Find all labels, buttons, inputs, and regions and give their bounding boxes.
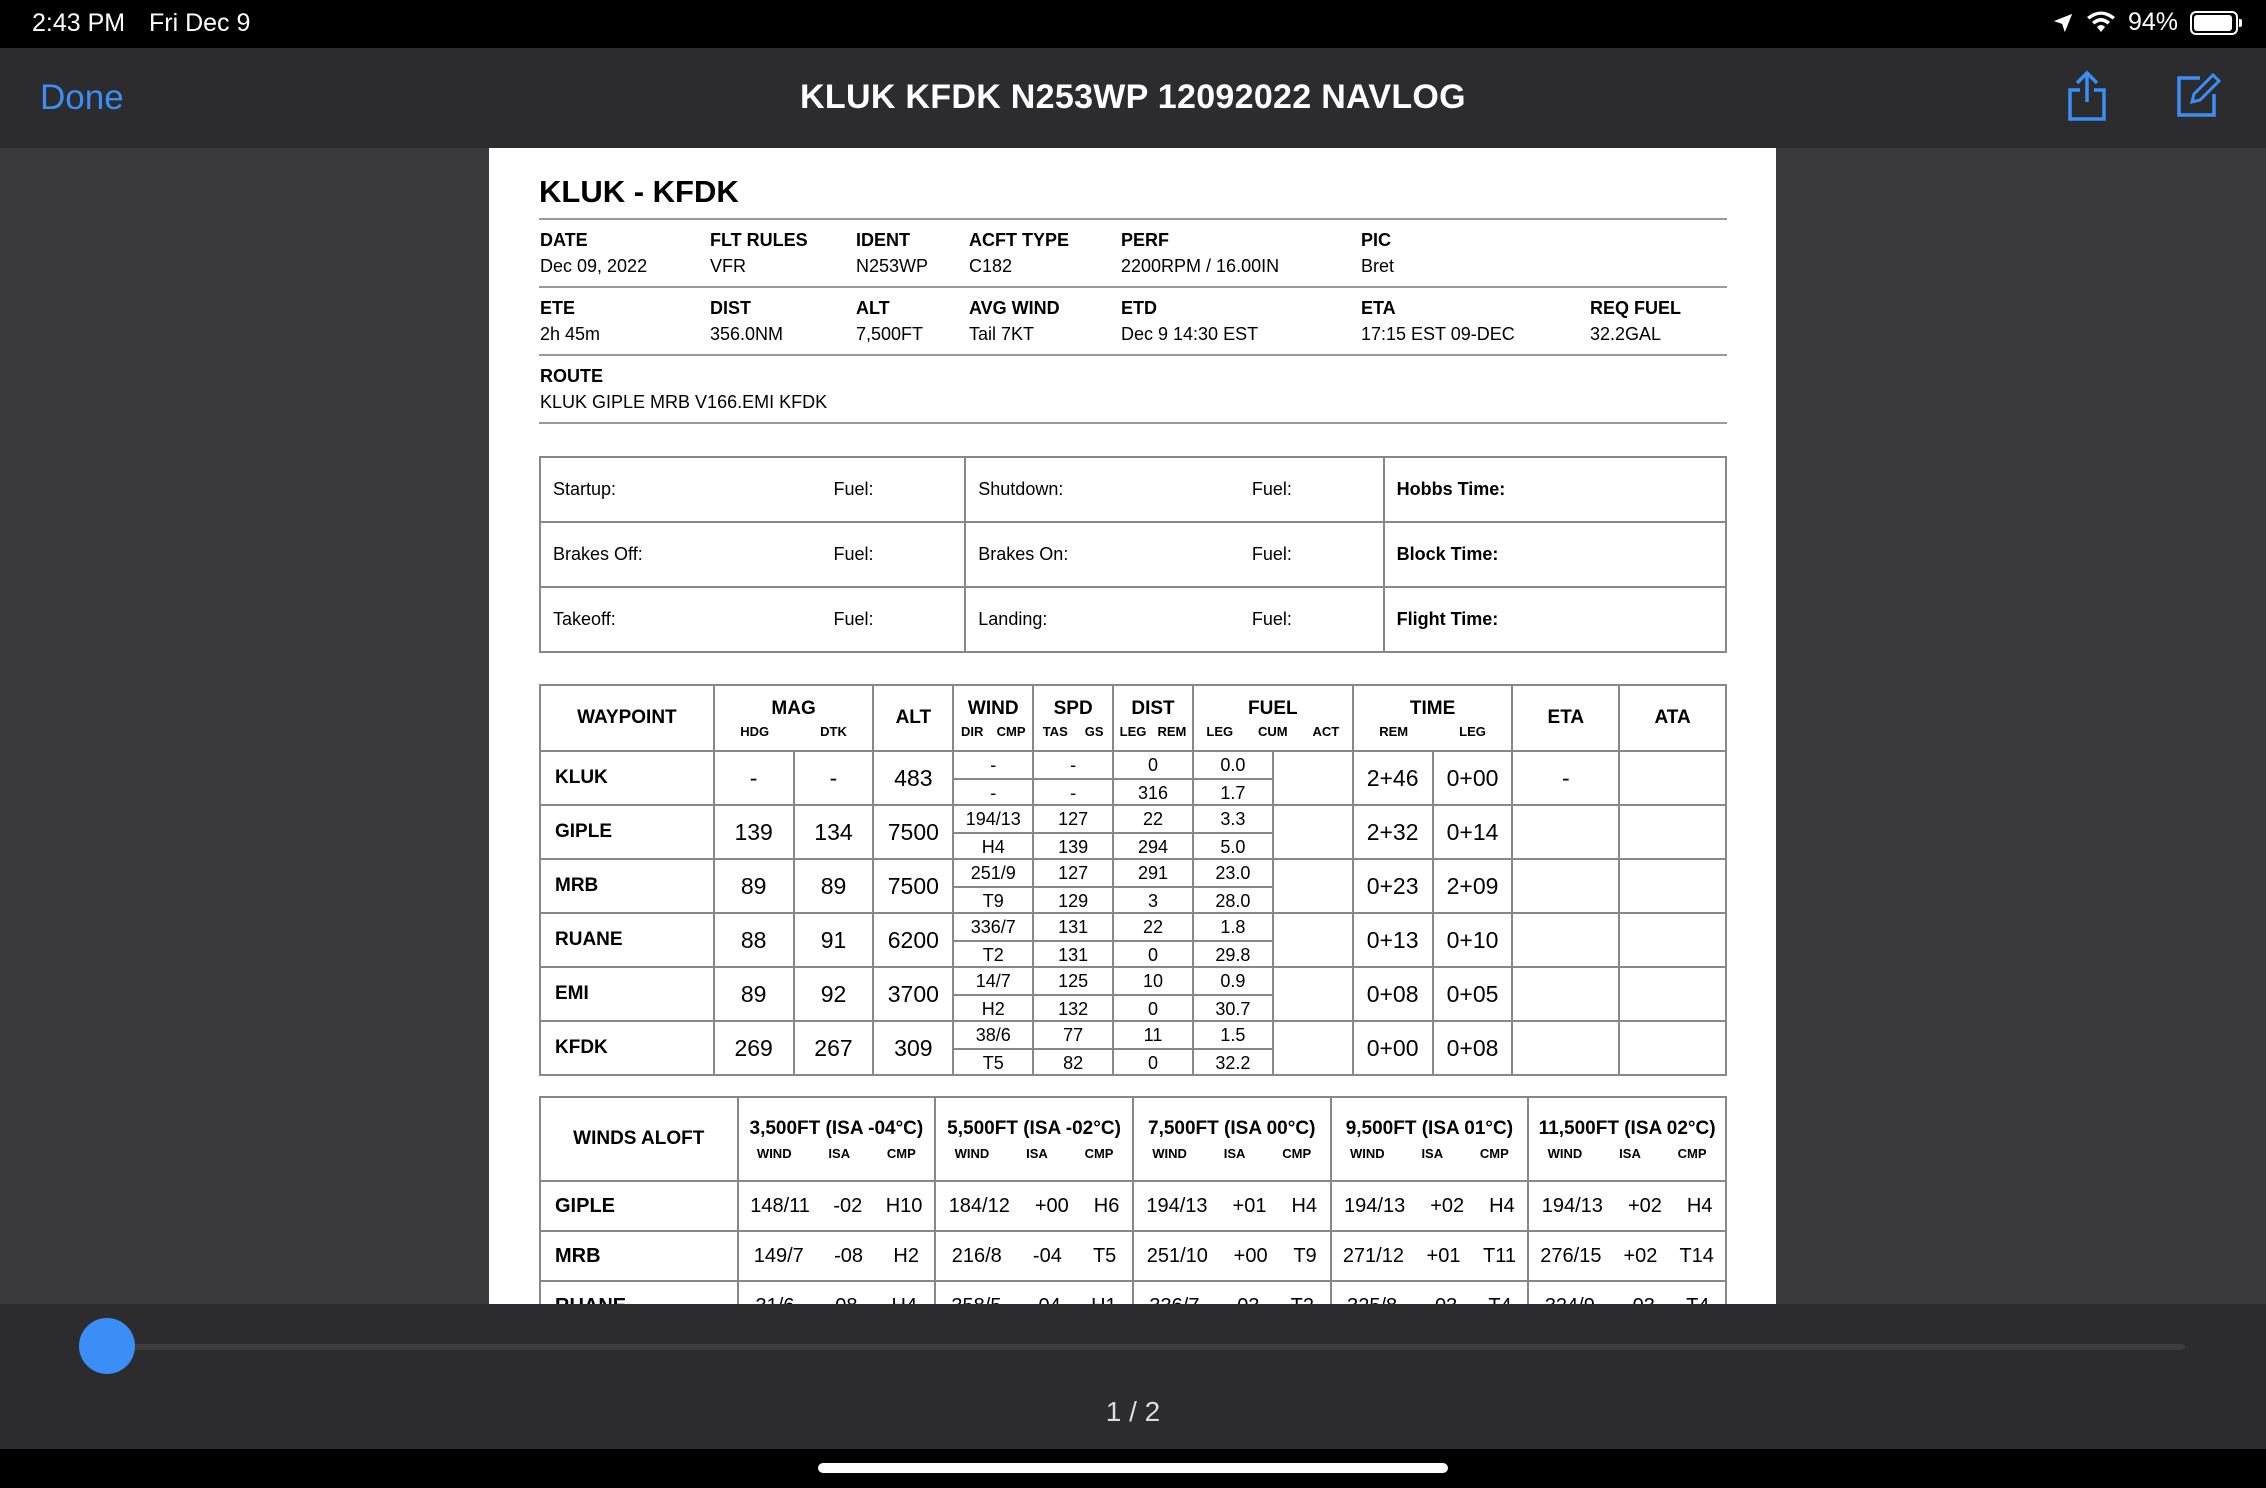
time-leg: 0+05	[1433, 967, 1513, 1021]
hobbs-time-label[interactable]: Hobbs Time:	[1384, 457, 1726, 522]
mag-dtk: 267	[794, 1021, 874, 1075]
winds-level: 9,500FT (ISA 01°C) WIND ISA CMP	[1331, 1097, 1529, 1181]
header-dist: DIST LEG REM	[1113, 685, 1193, 751]
pdf-viewer[interactable]	[0, 148, 2266, 1304]
header-spd: SPD TAS GS	[1033, 685, 1113, 751]
times-row-startup	[540, 457, 1726, 522]
eta-cell[interactable]	[1512, 967, 1619, 1021]
winds-level: 11,500FT (ISA 02°C) WIND ISA CMP	[1528, 1097, 1726, 1181]
home-indicator-area	[0, 1449, 2266, 1488]
winds-level: 7,500FT (ISA 00°C) WIND ISA CMP	[1133, 1097, 1331, 1181]
winds-cell: 194/13 +02 H4	[1331, 1181, 1529, 1231]
navlog-row	[540, 805, 1726, 859]
field-ete: ETE 2h 45m	[540, 298, 601, 344]
fuel-act-cell[interactable]	[1273, 805, 1353, 859]
ata-cell[interactable]	[1619, 751, 1726, 805]
fuel-act-cell[interactable]	[1273, 967, 1353, 1021]
fuel-cell: 1.8 29.8	[1193, 913, 1273, 967]
brakes-on-label[interactable]: Brakes On:	[965, 522, 1240, 587]
eta-cell[interactable]	[1512, 913, 1619, 967]
winds-aloft-table	[539, 1096, 1727, 1332]
dist-cell: 291 3	[1113, 859, 1193, 913]
speed-cell: - -	[1033, 751, 1113, 805]
field-route: ROUTE KLUK GIPLE MRB V166.EMI KFDK	[540, 366, 828, 412]
speed-cell: 127 139	[1033, 805, 1113, 859]
time-leg: 2+09	[1433, 859, 1513, 913]
field-dist: DIST 356.0NM	[710, 298, 784, 344]
mag-hdg: -	[714, 751, 794, 805]
field-req-fuel: REQ FUEL 32.2GAL	[1590, 298, 1682, 344]
winds-row	[540, 1181, 1726, 1231]
winds-aloft-label: WINDS ALOFT	[540, 1097, 738, 1181]
navlog-row	[540, 1021, 1726, 1075]
divider	[539, 422, 1727, 424]
mag-dtk: 134	[794, 805, 874, 859]
winds-level: 5,500FT (ISA -02°C) WIND ISA CMP	[935, 1097, 1133, 1181]
waypoint-name: KFDK	[540, 1021, 714, 1075]
flight-time-label[interactable]: Flight Time:	[1384, 587, 1726, 652]
mag-hdg: 89	[714, 967, 794, 1021]
eta-cell[interactable]: -	[1512, 751, 1619, 805]
winds-cell: 216/8 -04 T5	[935, 1231, 1133, 1281]
scrubber-track[interactable]	[105, 1344, 2185, 1350]
landing-fuel-label[interactable]: Fuel:	[1240, 587, 1384, 652]
time-rem: 0+23	[1353, 859, 1433, 913]
fuel-cell: 23.0 28.0	[1193, 859, 1273, 913]
altitude: 483	[873, 751, 953, 805]
mag-hdg: 88	[714, 913, 794, 967]
eta-cell[interactable]	[1512, 1021, 1619, 1075]
dist-cell: 22 0	[1113, 913, 1193, 967]
altitude: 309	[873, 1021, 953, 1075]
navlog-row	[540, 967, 1726, 1021]
dist-cell: 10 0	[1113, 967, 1193, 1021]
winds-cell: 276/15 +02 T14	[1528, 1231, 1726, 1281]
done-button[interactable]: Done	[40, 78, 124, 117]
brakes-on-fuel-label[interactable]: Fuel:	[1240, 522, 1384, 587]
dist-cell: 11 0	[1113, 1021, 1193, 1075]
fuel-act-cell[interactable]	[1273, 913, 1353, 967]
winds-cell: 251/10 +00 T9	[1133, 1231, 1331, 1281]
location-arrow-icon	[2052, 12, 2074, 34]
page-scrubber-bar	[0, 1304, 2266, 1449]
wind-cell: - -	[953, 751, 1033, 805]
dist-cell: 22 294	[1113, 805, 1193, 859]
wind-cell: 336/7 T2	[953, 913, 1033, 967]
block-time-label[interactable]: Block Time:	[1384, 522, 1726, 587]
compose-icon[interactable]	[2176, 72, 2220, 118]
header-time: TIME REM LEG	[1353, 685, 1513, 751]
divider	[539, 286, 1727, 288]
dist-cell: 0 316	[1113, 751, 1193, 805]
navlog-row	[540, 859, 1726, 913]
time-rem: 2+32	[1353, 805, 1433, 859]
waypoint-name: KLUK	[540, 751, 714, 805]
winds-row	[540, 1231, 1726, 1281]
navlog-table	[539, 684, 1727, 1076]
status-time: 2:43 PM	[32, 9, 126, 37]
winds-cell: 148/11 -02 H10	[738, 1181, 936, 1231]
header-wind: WIND DIR CMP	[953, 685, 1033, 751]
winds-level: 3,500FT (ISA -04°C) WIND ISA CMP	[738, 1097, 936, 1181]
ata-cell[interactable]	[1619, 805, 1726, 859]
pdf-page	[489, 148, 1776, 1348]
altitude: 6200	[873, 913, 953, 967]
winds-cell: 184/12 +00 H6	[935, 1181, 1133, 1231]
navlog-row	[540, 751, 1726, 805]
fuel-cell: 0.0 1.7	[1193, 751, 1273, 805]
times-row-takeoff	[540, 587, 1726, 652]
header-ata: ATA	[1619, 685, 1726, 751]
mag-hdg: 269	[714, 1021, 794, 1075]
mag-dtk: 91	[794, 913, 874, 967]
brakes-off-fuel-label[interactable]: Fuel:	[822, 522, 966, 587]
waypoint-name: RUANE	[540, 913, 714, 967]
fuel-cell: 0.9 30.7	[1193, 967, 1273, 1021]
share-icon[interactable]	[2066, 70, 2108, 122]
field-alt: ALT 7,500FT	[856, 298, 924, 344]
time-rem: 0+00	[1353, 1021, 1433, 1075]
speed-cell: 77 82	[1033, 1021, 1113, 1075]
mag-dtk: -	[794, 751, 874, 805]
shutdown-fuel-label[interactable]: Fuel:	[1240, 457, 1384, 522]
landing-label[interactable]: Landing:	[965, 587, 1240, 652]
time-leg: 0+08	[1433, 1021, 1513, 1075]
winds-waypoint: GIPLE	[540, 1181, 738, 1231]
startup-fuel-label[interactable]: Fuel:	[822, 457, 966, 522]
status-bar	[0, 0, 2266, 48]
field-avg-wind: AVG WIND Tail 7KT	[969, 298, 1060, 344]
times-log-table	[539, 456, 1727, 653]
wind-cell: 38/6 T5	[953, 1021, 1033, 1075]
status-date: Fri Dec 9	[149, 9, 251, 37]
navlog-row	[540, 913, 1726, 967]
field-perf: PERF 2200RPM / 16.00IN	[1121, 230, 1280, 276]
altitude: 7500	[873, 859, 953, 913]
home-indicator[interactable]	[818, 1463, 1448, 1473]
startup-label[interactable]: Startup:	[540, 457, 822, 522]
winds-cell: 194/13 +01 H4	[1133, 1181, 1331, 1231]
field-ident: IDENT N253WP	[856, 230, 929, 276]
ata-cell[interactable]	[1619, 859, 1726, 913]
navigation-bar	[0, 48, 2266, 148]
scrubber-thumb[interactable]	[79, 1318, 135, 1374]
header-mag: MAG HDG DTK	[714, 685, 874, 751]
winds-cell: 271/12 +01 T11	[1331, 1231, 1529, 1281]
status-indicators	[2052, 8, 2238, 37]
fuel-act-cell[interactable]	[1273, 751, 1353, 805]
eta-cell[interactable]	[1512, 859, 1619, 913]
field-date: DATE Dec 09, 2022	[540, 230, 648, 276]
divider	[539, 218, 1727, 220]
time-rem: 0+13	[1353, 913, 1433, 967]
time-rem: 0+08	[1353, 967, 1433, 1021]
mag-hdg: 89	[714, 859, 794, 913]
fuel-act-cell[interactable]	[1273, 1021, 1353, 1075]
ata-cell[interactable]	[1619, 913, 1726, 967]
wind-cell: 14/7 H2	[953, 967, 1033, 1021]
header-waypoint: WAYPOINT	[540, 685, 714, 751]
waypoint-name: EMI	[540, 967, 714, 1021]
mag-dtk: 89	[794, 859, 874, 913]
divider	[539, 354, 1727, 356]
time-leg: 0+14	[1433, 805, 1513, 859]
wind-cell: 194/13 H4	[953, 805, 1033, 859]
takeoff-label[interactable]: Takeoff:	[540, 587, 822, 652]
field-acft-type: ACFT TYPE C182	[969, 230, 1070, 276]
time-rem: 2+46	[1353, 751, 1433, 805]
altitude: 3700	[873, 967, 953, 1021]
eta-cell[interactable]	[1512, 805, 1619, 859]
mag-hdg: 139	[714, 805, 794, 859]
brakes-off-label[interactable]: Brakes Off:	[540, 522, 822, 587]
header-alt: ALT	[873, 685, 953, 751]
fuel-cell: 3.3 5.0	[1193, 805, 1273, 859]
waypoint-name: MRB	[540, 859, 714, 913]
field-eta: ETA 17:15 EST 09-DEC	[1361, 298, 1515, 344]
field-flt-rules: FLT RULES VFR	[710, 230, 808, 276]
battery-percent: 94%	[2127, 8, 2178, 36]
winds-cell: 194/13 +02 H4	[1528, 1181, 1726, 1231]
fuel-cell: 1.5 32.2	[1193, 1021, 1273, 1075]
speed-cell: 127 129	[1033, 859, 1113, 913]
time-leg: 0+10	[1433, 913, 1513, 967]
times-row-brakes	[540, 522, 1726, 587]
shutdown-label[interactable]: Shutdown:	[965, 457, 1240, 522]
wifi-icon	[2086, 12, 2116, 34]
route-title: KLUK - KFDK	[539, 174, 739, 209]
field-etd: ETD Dec 9 14:30 EST	[1121, 298, 1259, 344]
speed-cell: 131 131	[1033, 913, 1113, 967]
field-pic: PIC Bret	[1361, 230, 1395, 276]
header-eta: ETA	[1512, 685, 1619, 751]
takeoff-fuel-label[interactable]: Fuel:	[822, 587, 966, 652]
speed-cell: 125 132	[1033, 967, 1113, 1021]
waypoint-name: GIPLE	[540, 805, 714, 859]
battery-icon	[2190, 11, 2238, 35]
ata-cell[interactable]	[1619, 967, 1726, 1021]
fuel-act-cell[interactable]	[1273, 859, 1353, 913]
time-leg: 0+00	[1433, 751, 1513, 805]
winds-cell: 149/7 -08 H2	[738, 1231, 936, 1281]
ata-cell[interactable]	[1619, 1021, 1726, 1075]
document-title: KLUK KFDK N253WP 12092022 NAVLOG	[800, 78, 1466, 116]
header-fuel: FUEL LEG CUM ACT	[1193, 685, 1353, 751]
mag-dtk: 92	[794, 967, 874, 1021]
wind-cell: 251/9 T9	[953, 859, 1033, 913]
winds-waypoint: MRB	[540, 1231, 738, 1281]
altitude: 7500	[873, 805, 953, 859]
page-indicator: 1 / 2	[1105, 1396, 1161, 1427]
